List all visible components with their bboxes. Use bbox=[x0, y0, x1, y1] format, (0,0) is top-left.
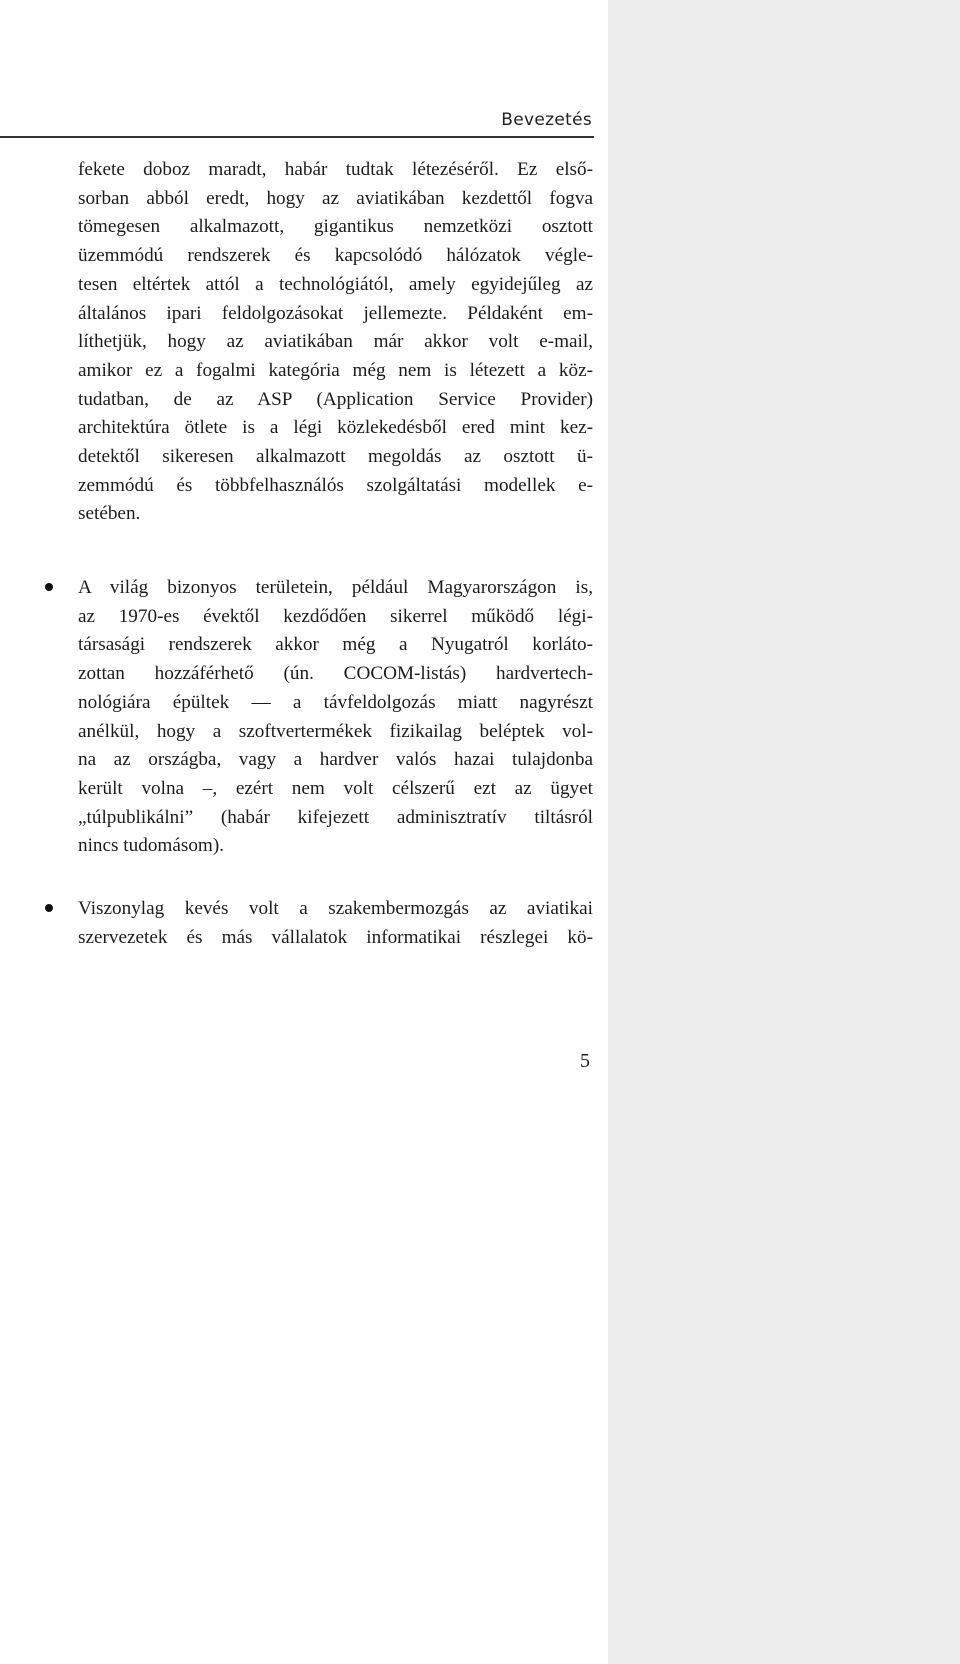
header-rule bbox=[0, 136, 594, 138]
text-line: az 1970-es évektől kezdődően sikerrel működő légi- bbox=[78, 605, 593, 627]
text-line: fekete doboz maradt, habár tudtak létezéséről. Ez első- bbox=[78, 159, 593, 180]
text-line: Viszonylag kevés volt a szakembermozgás az aviatikai bbox=[78, 898, 593, 919]
bullet-icon bbox=[45, 904, 53, 912]
running-header-title: Bevezetés bbox=[501, 110, 592, 130]
text-line: tudatban, de az ASP (Application Service Provider) bbox=[78, 388, 593, 410]
text-line: anélkül, hogy a szoftvertermékek fizikailag beléptek vol- bbox=[78, 720, 593, 742]
text-line: setében. bbox=[78, 503, 141, 525]
page-margin-strip bbox=[608, 0, 960, 1664]
text-line: zemmódú és többfelhasználós szolgáltatási modellek e- bbox=[78, 474, 593, 496]
text-line: zottan hozzáférhető (ún. COCOM-listás) hardvertech- bbox=[78, 663, 593, 685]
text-line: tömegesen alkalmazott, gigantikus nemzetközi osztott bbox=[78, 216, 593, 238]
text-line: na az országba, vagy a hardver valós hazai tulajdonba bbox=[78, 749, 593, 771]
text-line: tesen eltértek attól a technológiától, amely egyidejűleg az bbox=[78, 273, 593, 295]
text-line: „túlpublikálni” (habár kifejezett adminisztratív tiltásról bbox=[78, 806, 593, 828]
page-number: 5 bbox=[580, 1050, 590, 1072]
text-line: társasági rendszerek akkor még a Nyugatról korláto- bbox=[78, 634, 593, 656]
text-line: detektől sikeresen alkalmazott megoldás az osztott ü- bbox=[78, 446, 593, 467]
text-line: sorban abból eredt, hogy az aviatikában kezdettől fogva bbox=[78, 187, 593, 209]
text-line: A világ bizonyos területein, például Magyarországon is, bbox=[78, 577, 593, 598]
text-line: amikor ez a fogalmi kategória még nem is létezett a köz- bbox=[78, 359, 593, 381]
text-line: üzemmódú rendszerek és kapcsolódó hálózatok végle- bbox=[78, 245, 593, 267]
text-line: szervezetek és más vállalatok informatikai részlegei kö- bbox=[78, 926, 593, 948]
text-line: nológiára épültek — a távfeldolgozás miatt nagyrészt bbox=[78, 691, 593, 713]
text-line: került volna –, ezért nem volt célszerű ezt az ügyet bbox=[78, 777, 593, 799]
text-line: általános ipari feldolgozásokat jellemezte. Példaként em- bbox=[78, 302, 593, 324]
bullet-icon bbox=[45, 583, 53, 591]
text-line: architektúra ötlete is a légi közlekedésből ered mint kez- bbox=[78, 417, 593, 439]
text-line: líthetjük, hogy az aviatikában már akkor volt e-mail, bbox=[78, 331, 593, 353]
text-line: nincs tudomásom). bbox=[78, 835, 225, 857]
